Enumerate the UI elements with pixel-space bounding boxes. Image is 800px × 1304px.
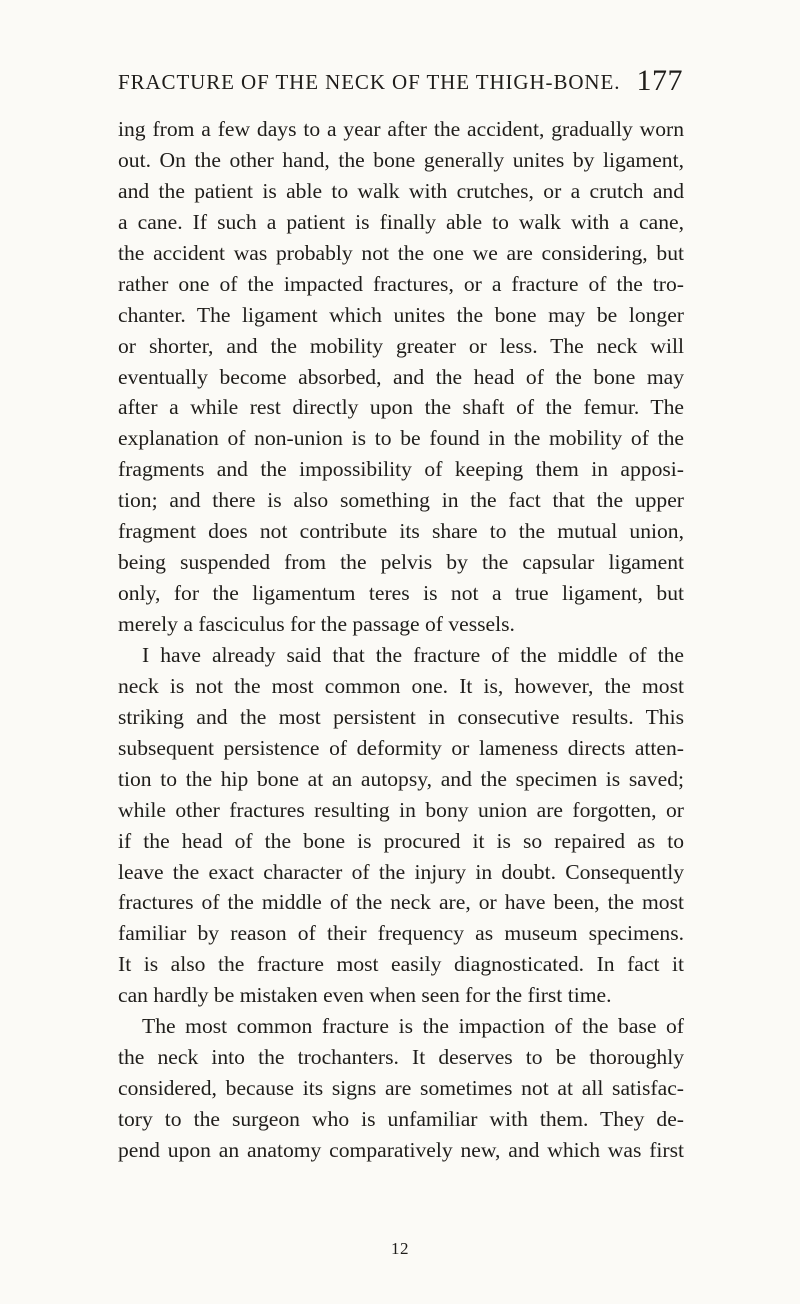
text-line: familiar by reason of their frequency as museum specimens.: [118, 921, 684, 946]
text-line: eventually become absorbed, and the head of the bone may: [118, 364, 684, 389]
body-text: [118, 114, 684, 1166]
text-line: a cane. If such a patient is finally able to walk with a cane,: [118, 209, 684, 234]
text-line: I have already said that the fracture of the middle of the: [142, 642, 684, 667]
text-line: the neck into the trochanters. It deserves to be thoroughly: [118, 1045, 684, 1070]
running-head: FRACTURE OF THE NECK OF THE THIGH-BONE.: [118, 70, 621, 94]
text-line: The most common fracture is the impaction of the base of: [142, 1014, 684, 1039]
text-line: tion to the hip bone at an autopsy, and the specimen is saved;: [118, 766, 684, 791]
text-line: pend upon an anatomy comparatively new, and which was first: [118, 1137, 684, 1162]
text-line: considered, because its signs are sometimes not at all satisfac-: [118, 1076, 684, 1101]
text-line: chanter. The ligament which unites the bone may be longer: [118, 302, 684, 327]
page-number: 177: [636, 64, 683, 97]
text-line: can hardly be mistaken even when seen for the first time.: [118, 983, 612, 1008]
text-line: being suspended from the pelvis by the capsular ligament: [118, 550, 684, 575]
page-header: [118, 66, 683, 102]
text-line: the accident was probably not the one we are considering, but: [118, 240, 684, 265]
text-line: ing from a few days to a year after the accident, gradually worn: [118, 117, 684, 141]
text-line: and the patient is able to walk with crutches, or a crutch and: [118, 178, 684, 203]
text-line: tory to the surgeon who is unfamiliar with them. They de-: [118, 1107, 684, 1131]
text-line: only, for the ligamentum teres is not a true ligament, but: [118, 581, 684, 606]
text-line: after a while rest directly upon the shaft of the femur. The: [118, 395, 684, 420]
text-line: fractures of the middle of the neck are, or have been, the most: [118, 890, 684, 915]
text-line: striking and the most persistent in consecutive results. This: [118, 704, 684, 729]
text-line: or shorter, and the mobility greater or less. The neck will: [118, 333, 684, 358]
signature-mark: 12: [391, 1239, 409, 1258]
text-line: subsequent persistence of deformity or lameness directs atten-: [118, 735, 684, 760]
text-line: leave the exact character of the injury in doubt. Consequently: [118, 859, 684, 884]
text-line: neck is not the most common one. It is, however, the most: [118, 673, 684, 698]
text-line: rather one of the impacted fractures, or a fracture of the tro-: [118, 271, 684, 296]
text-line: fragment does not contribute its share to the mutual union,: [118, 519, 684, 544]
text-line: while other fractures resulting in bony union are forgotten, or: [118, 797, 684, 822]
text-line: explanation of non-union is to be found in the mobility of the: [118, 426, 684, 451]
text-line: tion; and there is also something in the fact that the upper: [118, 488, 684, 513]
text-line: merely a fasciculus for the passage of vessels.: [118, 612, 515, 636]
text-line: if the head of the bone is procured it is so repaired as to: [118, 828, 684, 853]
text-line: It is also the fracture most easily diagnosticated. In fact it: [118, 952, 684, 977]
text-line: out. On the other hand, the bone generally unites by ligament,: [118, 147, 684, 172]
text-line: fragments and the impossibility of keeping them in apposi-: [118, 457, 684, 482]
